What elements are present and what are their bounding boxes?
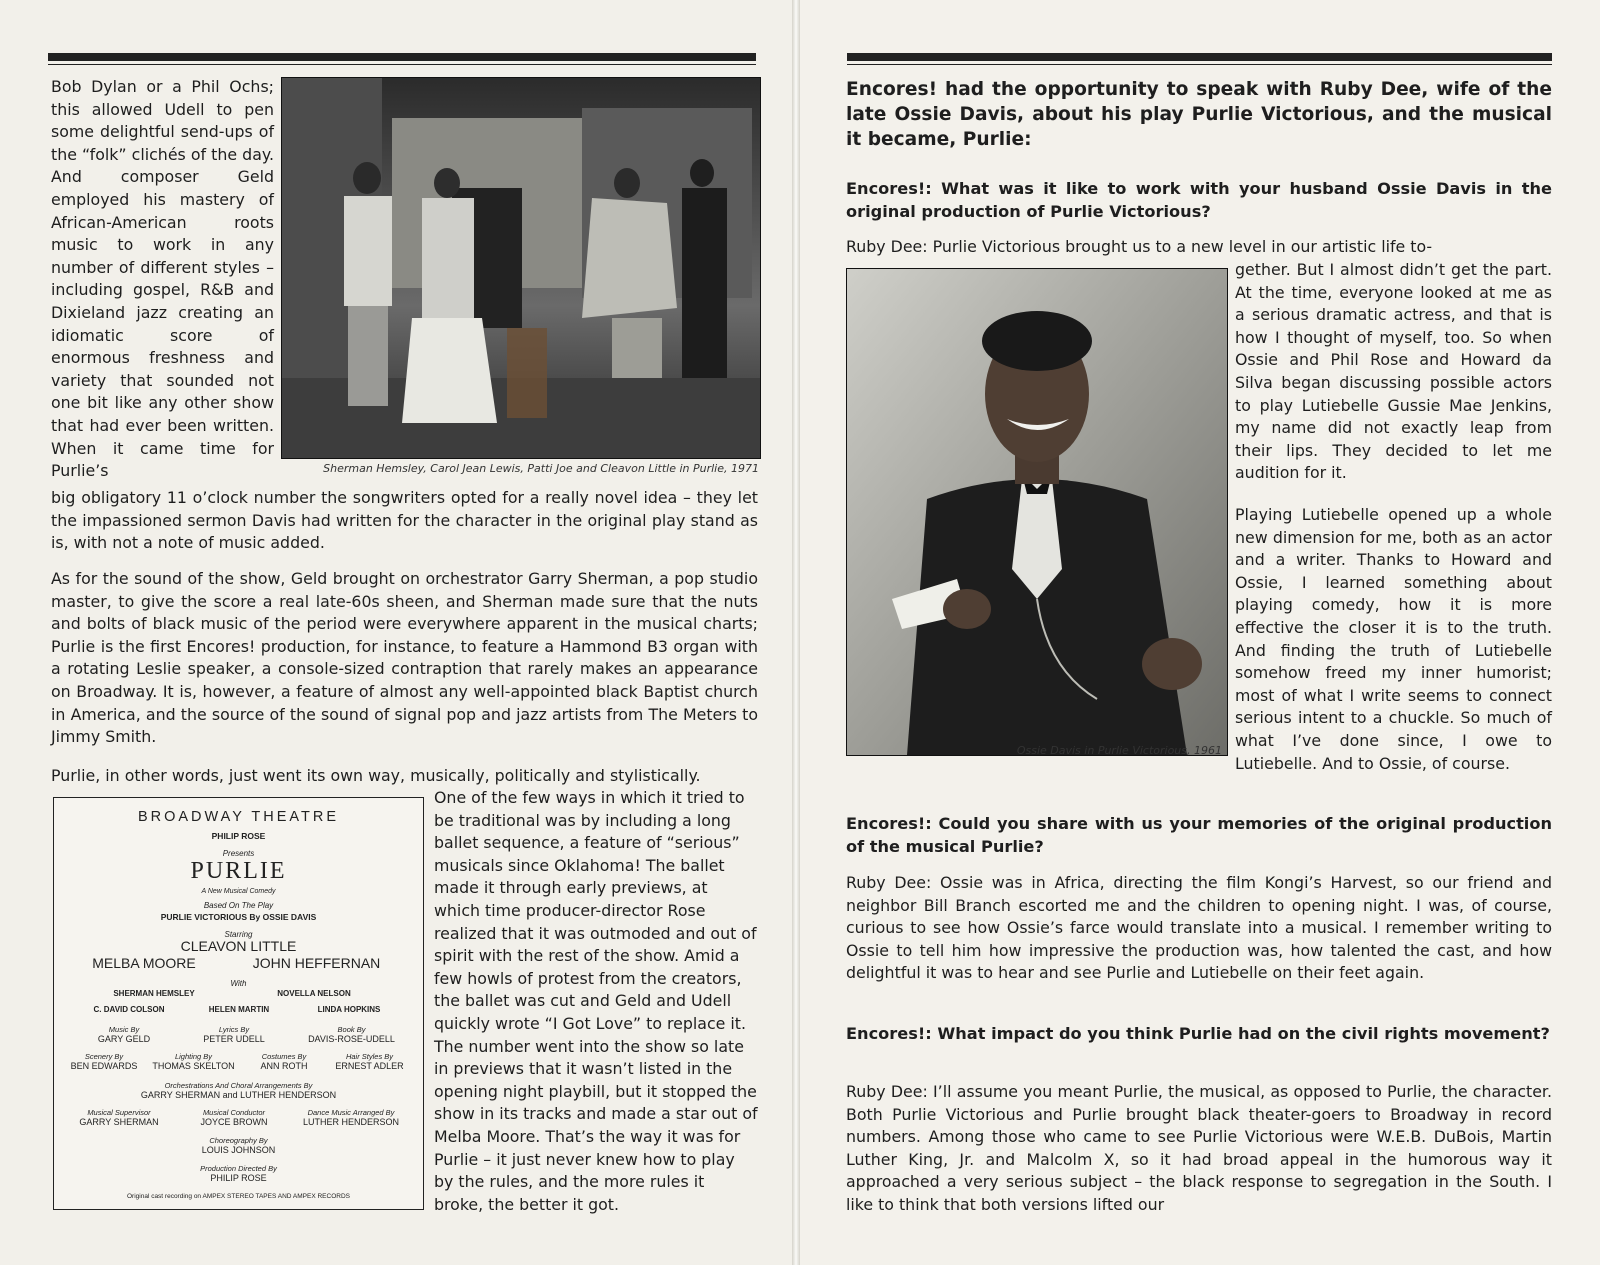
stage-photo: [281, 77, 761, 459]
playbill-based-play: PURLIE VICTORIOUS By OSSIE DAVIS: [160, 912, 317, 922]
playbill: [53, 797, 424, 1210]
playbill-starring: Starring: [224, 930, 253, 939]
playbill-with-1: SHERMAN HEMSLEY: [113, 989, 195, 998]
top-rule-right: [847, 53, 1552, 61]
playbill-with: With: [230, 979, 247, 988]
playbill-star-1: CLEAVON LITTLE: [180, 938, 297, 954]
question-3: Encores!: What impact do you think Purlie had on the civil rights movement?: [846, 1024, 1550, 1043]
top-rule: [48, 53, 756, 61]
playbill-hair: Hair Styles By ERNEST ADLER: [335, 1052, 404, 1071]
playbill-with-5: LINDA HOPKINS: [317, 1005, 381, 1014]
playbill-scenery: Scenery By BEN EDWARDS: [70, 1052, 138, 1071]
stage-photo-image: [282, 78, 760, 458]
answer-1-paragraph-2: Playing Lutiebelle opened up a whole new dimension for me, both as an actor and a writer. Thanks to Howard and Ossie, I learned something about playing comedy, how it is more effective the closer it is to the truth. And finding the truth of Lutiebelle somehow freed my inner humorist; most of what I write seems to connect serious intent to a chuckle. So much of what I’ve done since, I owe to Lutiebelle. And to Ossie, of course.: [1235, 505, 1552, 773]
playbill-lyrics: Lyrics By PETER UDELL: [203, 1025, 265, 1044]
playbill-with-3: C. DAVID COLSON: [93, 1005, 165, 1014]
answer-2: Ruby Dee: Ossie was in Africa, directing the film Kongi’s Harvest, so our friend and neighbor Bill Branch escorted me and the children to opening night. I was, of course, curious to see how Ossie’s farce would translate into a musical. I remember writing to Ossie to tell him how impressive the production was, how talented the cast, and how delightful it was to hear and see Purlie and Lutiebelle on their feet again.: [846, 873, 1552, 983]
playbill-producer: PHILIP ROSE: [211, 831, 266, 841]
playbill-costumes: Costumes By ANN ROTH: [260, 1052, 308, 1071]
paragraph-3-intro: Purlie, in other words, just went its own way, musically, politically and stylistically.: [51, 766, 701, 785]
left-page: [0, 0, 792, 1265]
playbill-theatre: BROADWAY THEATRE: [137, 809, 340, 825]
paragraph-2: As for the sound of the show, Geld brought on orchestrator Garry Sherman, a pop studio master, to give the score a real late-60s sheen, and Sherman made sure that the nuts and bolts of black music of the period were everywhere apparent in the musical charts; Purlie is the first Encores! production, for instance, to feature a Hammond B3 organ with a rotating Leslie speaker, a console-sized contraption that rarely makes an appearance on Broadway. It is, however, a feature of almost any well-appointed black Baptist church in America, and the source of the sound of signal pop and jazz artists from The Meters to Jimmy Smith.: [51, 569, 758, 747]
playbill-star-2: MELBA MOORE: [92, 955, 196, 971]
playbill-lighting: Lighting By THOMAS SKELTON: [152, 1052, 235, 1071]
playbill-orchestrations: Orchestrations And Choral Arrangements By GARRY SHERMAN and LUTHER HENDERSON: [140, 1081, 337, 1100]
answer-1-first-line: Ruby Dee: Purlie Victorious brought us to a new level in our artistic life to-: [846, 237, 1433, 256]
interview-intro: Encores! had the opportunity to speak with Ruby Dee, wife of the late Ossie Davis, about his play Purlie Victorious, and the musical it became, Purlie:: [846, 79, 1552, 150]
answer-1-wrap: gether. But I almost didn’t get the part. At the time, everyone looked at me as a serious dramatic actress, and that is how I thought of myself, too. So when Ossie and Phil Rose and Howard da Silva began discussing possible actors to play Lutiebelle Gussie Mae Jenkins, my name did not exactly leap from their lips. They decided to let me audition for it.: [1235, 260, 1552, 483]
playbill-musical-conductor: Musical Conductor JOYCE BROWN: [200, 1108, 268, 1127]
playbill-music: Music By GARY GELD: [97, 1025, 151, 1044]
playbill-choreography: Choreography By LOUIS JOHNSON: [201, 1136, 276, 1155]
playbill-with-2: NOVELLA NELSON: [277, 989, 351, 998]
answer-3: Ruby Dee: I’ll assume you meant Purlie, the musical, as opposed to Purlie, the character. Both Purlie Victorious and Purlie brought black theater-goers to Broadway in record numbers. Among those who came to see Purlie Victorious were W.E.B. DuBois, Martin Luther King, Jr. and Malcolm X, so it had broad appeal in the humorous way it approached a very serious subject – the black response to segregation in the South. I like to think that both versions lifted our: [846, 1082, 1552, 1214]
question-2: Encores!: Could you share with us your memories of the original production of the musical Purlie?: [846, 814, 1552, 856]
paragraph-1: Bob Dylan or a Phil Ochs; this allowed Udell to pen some delightful send-ups of the “folk” clichés of the day. And composer Geld employed his mastery of African-American roots music to work in any number of different styles – including gospel, R&B and Dixieland jazz creating an idiomatic score of enormous freshness and variety that sounded not one bit like any other show that had ever been written. When it came time for Purlie’s: [51, 77, 274, 481]
playbill-direction: Production Directed By PHILIP ROSE: [200, 1164, 277, 1183]
playbill-based-on: Based On The Play: [203, 901, 274, 910]
playbill-presents: Presents: [222, 849, 255, 858]
portrait-photo: [846, 268, 1228, 756]
portrait-photo-caption: Ossie Davis in Purlie Victorious, 1961: [1016, 744, 1222, 757]
playbill-dance-music: Dance Music Arranged By LUTHER HENDERSON: [302, 1108, 399, 1127]
portrait-photo-image: [847, 269, 1227, 755]
playbill-title: PURLIE: [190, 858, 287, 884]
playbill-subtitle: A New Musical Comedy: [201, 888, 276, 895]
playbill-book: Book By DAVIS-ROSE-UDELL: [308, 1025, 395, 1044]
stage-photo-caption: Sherman Hemsley, Carol Jean Lewis, Patti Joe and Cleavon Little in Purlie, 1971: [323, 462, 759, 475]
right-page: [800, 0, 1600, 1265]
playbill-with-4: HELEN MARTIN: [208, 1005, 270, 1014]
book-gutter: [792, 0, 800, 1265]
paragraph-3: One of the few ways in which it tried to be traditional was by including a long ballet sequence, a feature of “serious” musicals since Oklahoma! The ballet made it through early previews, at which time producer-director Rose realized that it was outmoded and out of spirit with the rest of the show. Amid a few howls of protest from the creators, the ballet was cut and Geld and Udell quickly wrote “I Got Love” to replace it. The number went into the show so late in previews that it wasn’t listed in the opening night playbill, but it stopped the show in its tracks and made a star out of Melba Moore. That’s the way it was for Purlie – it just never knew how to play by the rules, and the more rules it broke, the better it got.: [434, 788, 758, 1214]
playbill-recording: Original cast recording on AMPEX STEREO TAPES AND AMPEX RECORDS: [126, 1193, 350, 1200]
paragraph-1-continued: big obligatory 11 o’clock number the songwriters opted for a really novel idea – they let the impassioned sermon Davis had written for the character in the original play stand as is, with not a note of music added.: [51, 488, 758, 553]
question-1: Encores!: What was it like to work with your husband Ossie Davis in the original production of Purlie Victorious?: [846, 179, 1552, 221]
playbill-musical-supervisor: Musical Supervisor GARRY SHERMAN: [79, 1108, 159, 1127]
playbill-star-3: JOHN HEFFERNAN: [252, 955, 381, 971]
